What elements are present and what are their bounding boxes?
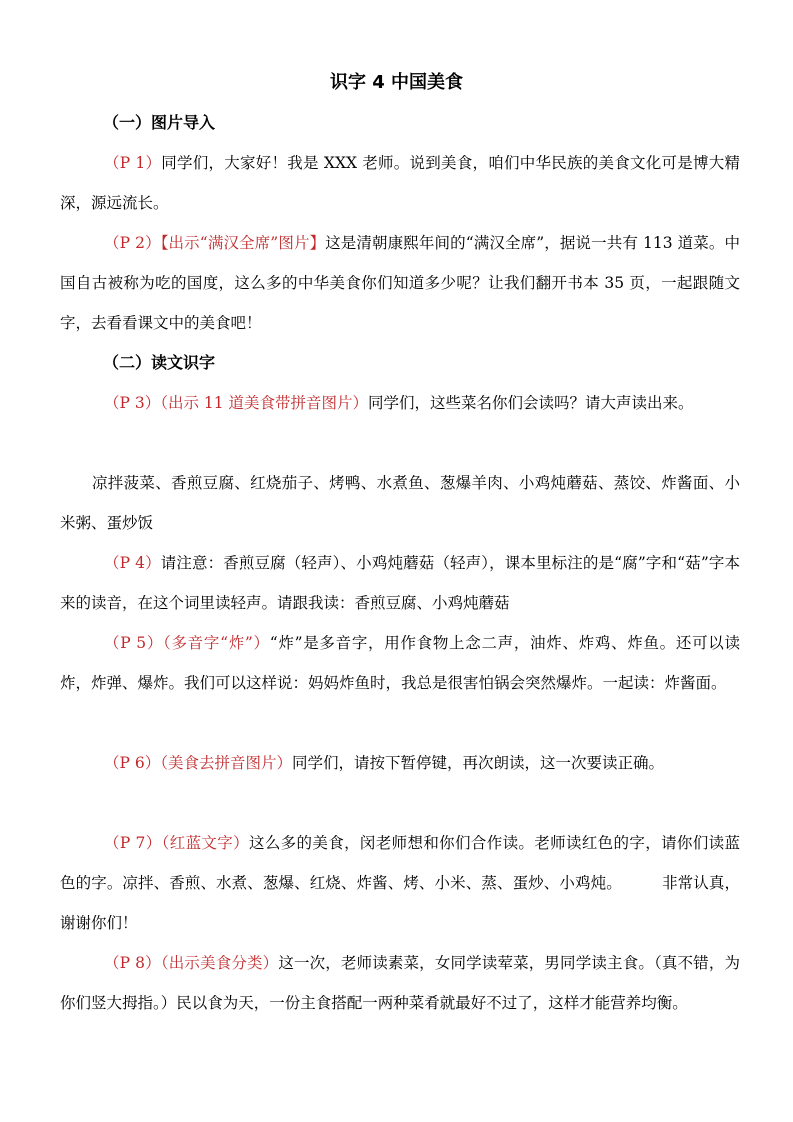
paragraph-p5 <box>60 623 740 703</box>
page-title: 识字 4 中国美食 <box>329 72 464 93</box>
paragraph-text: 这一次，老师读素菜，女同学读荤菜，男同学读主食。（真不错，为你们竖大拇指。）民以食为天，一份主食搭配一两种菜肴就最好不过了，这样才能营养均衡。 <box>60 954 740 1012</box>
slide-marker: （P 4） <box>104 554 161 572</box>
paragraph-text: 请注意：香煎豆腐（轻声）、小鸡炖蘑菇（轻声），课本里标注的是“腐”字和“菇”字本来的读音，在这个词里读轻声。请跟我读：香煎豆腐、小鸡炖蘑菇 <box>60 554 741 612</box>
section-heading-1: （一）图片导入 <box>103 113 216 132</box>
paragraph-p8 <box>60 943 740 1023</box>
paragraph-text: 同学们，请按下暂停键，再次朗读，这一次要读正确。 <box>291 754 664 772</box>
paragraph-p2 <box>60 223 740 343</box>
paragraph-text: 同学们，这些菜名你们会读吗？请大声读出来。 <box>368 394 694 412</box>
paragraph-text: “炸”是多音字，用作食物上念二声，油炸、炸鸡、炸鱼。还可以读炸，炸弹、爆炸。我们可以这样说：妈妈炸鱼时，我总是很害怕锅会突然爆炸。一起读：炸酱面。 <box>60 634 740 692</box>
slide-marker: （P 8） <box>104 954 161 972</box>
slide-marker: （P 2） <box>104 234 161 252</box>
paragraph-text: 同学们，大家好！我是 XXX 老师。说到美食，咱们中华民族的美食文化可是博大精深，源远流长。 <box>60 154 741 212</box>
slide-marker: （P 5） <box>104 634 164 652</box>
slide-cue: （美食去拼音图片） <box>160 754 292 772</box>
slide-cue: （红蓝文字） <box>161 834 249 852</box>
section-heading-2: （二）读文识字 <box>103 353 216 372</box>
slide-cue: （出示 11 道美食带拼音图片） <box>160 394 369 412</box>
paragraph-p6 <box>60 743 740 783</box>
paragraph-text: 凉拌菠菜、香煎豆腐、红烧茄子、烤鸭、水煮鱼、葱爆羊肉、小鸡炖蘑菇、蒸饺、炸酱面、小米粥、蛋炒饭 <box>60 474 740 532</box>
paragraph-p7 <box>60 823 740 943</box>
paragraph-p1 <box>60 143 740 223</box>
paragraph-text: 这是清朝康熙年间的“满汉全席”，据说一共有 113 道菜。中国自古被称为吃的国度，这么多的中华美食你们知道多少呢？让我们翻开书本 35 页，一起跟随文字，去看看课文中的美食吧！ <box>60 234 740 332</box>
slide-cue: （出示美食分类） <box>160 954 279 972</box>
paragraph-p3 <box>60 383 740 423</box>
slide-cue: （多音字“炸”） <box>163 634 270 652</box>
paragraph-p4 <box>60 543 740 623</box>
slide-marker: （P 6） <box>104 754 161 772</box>
slide-marker: （P 1） <box>104 154 162 172</box>
slide-marker: （P 7） <box>104 834 162 852</box>
slide-marker: （P 3） <box>104 394 161 412</box>
paragraph-dish-list <box>60 463 740 543</box>
paragraph-text: 这么多的美食，闵老师想和你们合作读。老师读红色的字，请你们读蓝色的字。凉拌、香煎、水煮、葱爆、红烧、炸酱、烤、小米、蒸、蛋炒、小鸡炖。 非常认真，谢谢你们！ <box>60 834 740 932</box>
slide-cue: 【出示“满汉全席”图片】 <box>160 234 326 252</box>
